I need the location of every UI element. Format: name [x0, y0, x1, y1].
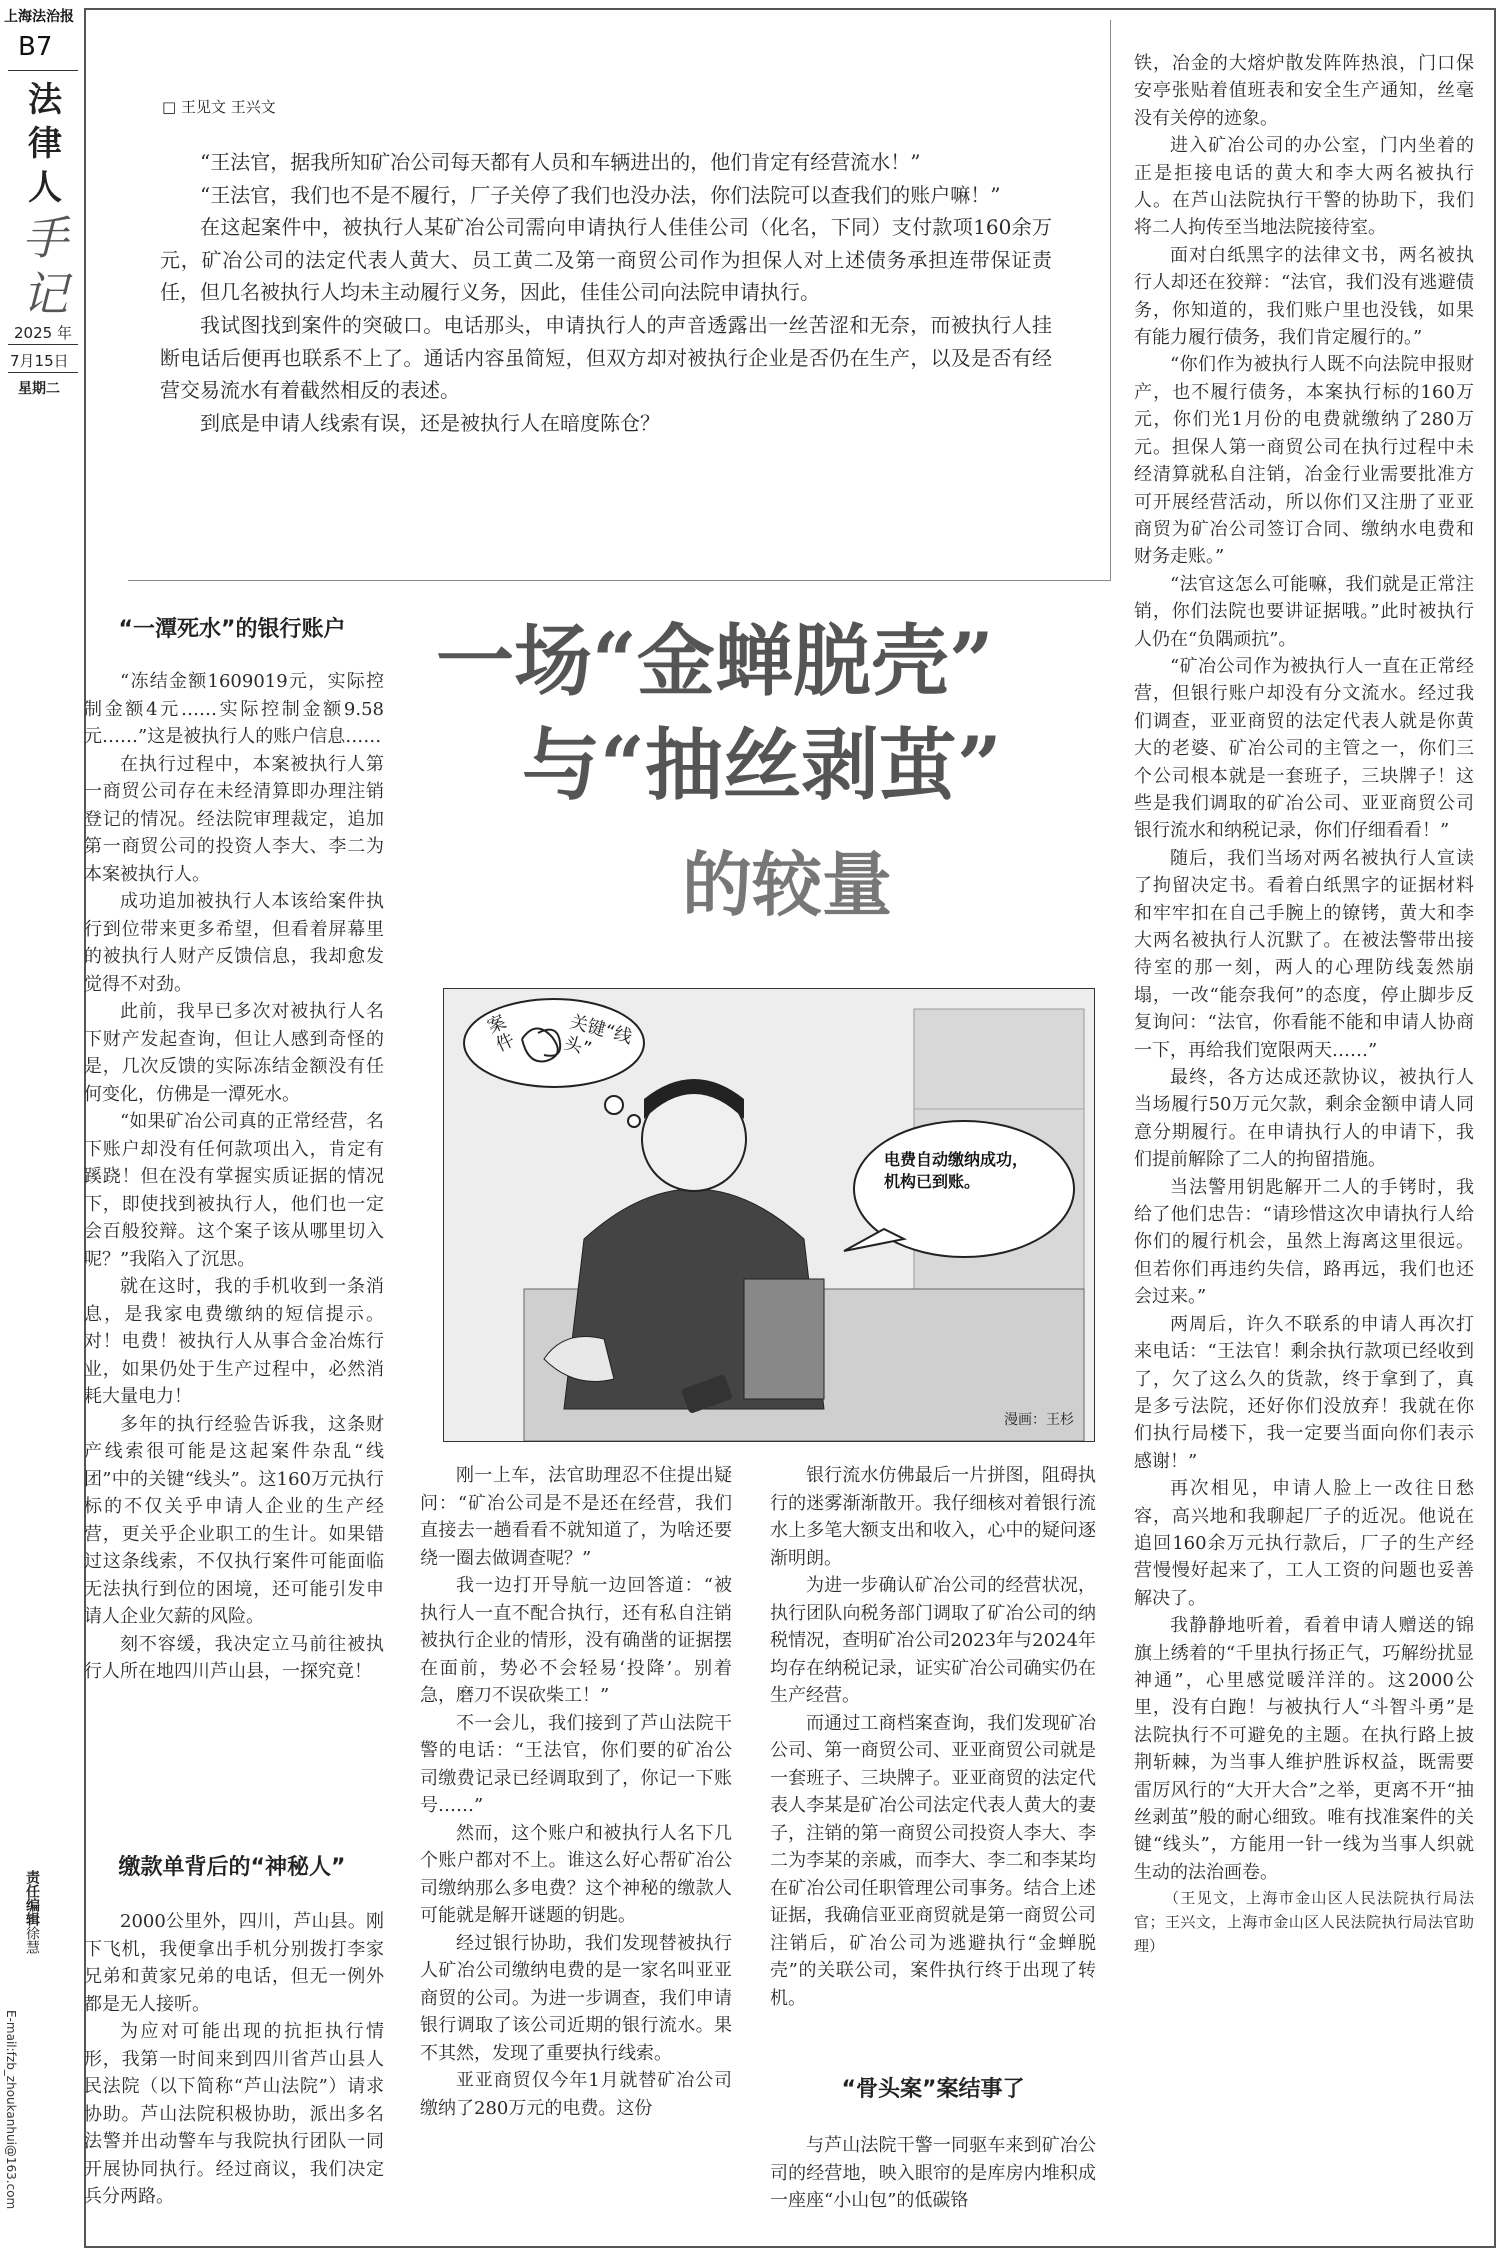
paragraph: 此前，我早已多次对被执行人名下财产发起查询，但让人感到奇怪的是，几次反馈的实际冻结金额没有任何变化，仿佛是一潭死水。 [84, 1001, 384, 1105]
paragraph: 进入矿冶公司的办公室，门内坐着的正是拒接电话的黄大和李大两名被执行人。在芦山法院执行干警的协助下，我们将二人拘传至当地法院接待室。 [1134, 135, 1474, 239]
paragraph: 为应对可能出现的抗拒执行情形，我第一时间来到四川省芦山县人民法院（以下简称“芦山法院”）请求协助。芦山法院积极协助，派出多名法警并出动警车与我院执行团队一同开展协同执行。经过商议，我们决定兵分两路。 [84, 2021, 384, 2207]
column-char: 律 [28, 124, 62, 164]
paragraph: “矿冶公司作为被执行人一直在正常经营，但银行账户却没有分文流水。经过我们调查，亚亚商贸的法定代表人就是你黄大的老婆、矿冶公司的主管之一，你们三个公司根本就是一套班子，三块牌子！这些是我们调取的矿冶公司、亚亚商贸公司银行流水和纳税记录，你们仔细看看！” [1134, 655, 1474, 842]
column-3-part-2 [770, 2132, 1096, 2215]
paragraph: 随后，我们当场对两名被执行人宣读了拘留决定书。看着白纸黑字的证据材料和牢牢扣在自己手腕上的镣铐，黄大和李大两名被执行人沉默了。在被法警带出接待室的那一刻，两人的心理防线轰然崩塌，一改“能奈我何”的态度，停止脚步反复询问：“法官，你看能不能和申请人协商一下，再给我们宽限两天……” [1134, 847, 1474, 1061]
cartoon-credit: 漫画：王杉 [1004, 1412, 1074, 1428]
paragraph: 再次相见，申请人脸上一改往日愁容，高兴地和我聊起厂子的近况。他说在追回160余万元执行款后，厂子的生产经营慢慢好起来了，工人工资的问题也妥善解决了。 [1134, 1478, 1474, 1609]
cartoon-illustration [444, 989, 1094, 1441]
thought-right: 关键“线头” [561, 1011, 635, 1061]
column-1-part-1 [84, 668, 384, 1686]
paragraph: 我试图找到案件的突破口。电话那头，申请执行人的声音透露出一丝苦涩和无奈，而被执行人挂断电话后便再也联系不上了。通话内容虽简短，但双方却对被执行企业是否仍在生产，以及是否有经营交易流水有着截然相反的表述。 [160, 312, 1052, 403]
paragraph: 与芦山法院干警一同驱车来到矿冶公司的经营地，映入眼帘的是库房内堆积成一座座“小山包”的低碳铬 [770, 2135, 1096, 2211]
column-3 [770, 1462, 1096, 2012]
paragraph: 刻不容缓，我决定立马前往被执行人所在地四川芦山县，一探究竟！ [84, 1633, 384, 1682]
issue-weekday: 星期二 [18, 381, 60, 397]
paragraph: “王法官，我们也不是不履行，厂子关停了我们也没办法，你们法院可以查我们的账户嘛！” [200, 182, 1001, 207]
column-title [20, 78, 70, 322]
column-char: 手 [22, 211, 68, 265]
cartoon [443, 988, 1095, 1442]
editor-email: E-mail:fzb_zhoukanhui@163.com [4, 2010, 18, 2210]
page-number: B7 [18, 32, 53, 62]
paragraph: 刚一上车，法官助理忍不住提出疑问：“矿冶公司是不是还在经营，我们直接去一趟看看不就知道了，为啥还要绕一圈去做调查呢？” [420, 1465, 732, 1569]
paragraph: 亚亚商贸仅今年1月就替矿冶公司缴纳了280万元的电费。这份 [420, 2070, 732, 2119]
paragraph: 就在这时，我的手机收到一条消息，是我家电费缴纳的短信提示。对！电费！被执行人从事合金冶炼行业，如果仍处于生产过程中，必然消耗大量电力！ [84, 1276, 384, 1407]
editor-label: 责任编辑 [24, 1870, 40, 1926]
paragraph: 银行流水仿佛最后一片拼图，阻碍执行的迷雾渐渐散开。我仔细核对着银行流水上多笔大额支出和收入，心中的疑问逐渐明朗。 [770, 1465, 1096, 1569]
issue-year: 2025 年 [14, 324, 72, 342]
section-heading: “一潭死水”的银行账户 [118, 617, 346, 642]
paragraph: 在这起案件中，被执行人某矿冶公司需向申请执行人佳佳公司（化名，下同）支付款项160余万元，矿冶公司的法定代表人黄大、员工黄二及第一商贸公司作为担保人对上述债务承担连带保证责任，但几名被执行人均未主动履行义务，因此，佳佳公司向法院申请执行。 [160, 215, 1052, 305]
masthead-strip [0, 0, 84, 2253]
issue-date: 7月15日 [10, 352, 69, 370]
paragraph: 铁，冶金的大熔炉散发阵阵热浪，门口保安亭张贴着值班表和安全生产通知，丝毫没有关停的迹象。 [1134, 53, 1474, 129]
paragraph: “冻结金额1609019元，实际控制金额4元……实际控制金额9.58元……”这是被执行人的账户信息…… [84, 671, 384, 747]
section-heading: “骨头案”案结事了 [841, 2077, 1025, 2102]
byline: □ 王见文 王兴文 [162, 98, 276, 116]
headline [420, 612, 1120, 962]
paragraph: 然而，这个账户和被执行人名下几个账户都对不上。谁这么好心帮矿冶公司缴纳那么多电费？这个神秘的缴款人可能就是解开谜题的钥匙。 [420, 1822, 732, 1926]
paragraph: 成功追加被执行人本该给案件执行到位带来更多希望，但看着屏幕里的被执行人财产反馈信息，我却愈发觉得不对劲。 [84, 891, 384, 995]
paragraph: “法官这怎么可能嘛，我们就是正常注销，你们法院也要讲证据哦。”此时被执行人仍在“负隅顽抗”。 [1134, 573, 1474, 650]
headline-line-1: 一场“金蝉脱壳” [436, 616, 994, 707]
paragraph: 我一边打开导航一边回答道：“被执行人一直不配合执行，还有私自注销被执行企业的情形，没有确凿的证据摆在面前，势必不会轻易‘投降’。别着急，磨刀不误砍柴工！” [420, 1575, 732, 1706]
paragraph: 多年的执行经验告诉我，这条财产线索很可能是这起案件杂乱“线团”中的关键“线头”。这160万元执行标的不仅关乎申请人企业的生产经营，更关乎企业职工的生计。如果错过这条线索，不仅执行案件可能面临无法执行到位的困境，还可能引发申请人企业欠薪的风险。 [84, 1413, 384, 1627]
paragraph: “如果矿冶公司真的正常经营，名下账户却没有任何款项出入，肯定有蹊跷！但在没有掌握实质证据的情况下，即使找到被执行人，他们也一定会百般狡辩。这个案子该从哪里切入呢？”我陷入了沉思。 [84, 1111, 384, 1270]
paragraph: 在执行过程中，本案被执行人第一商贸公司存在未经清算即办理注销登记的情况。经法院审理裁定，追加第一商贸公司的投资人李大、李二为本案被执行人。 [84, 753, 384, 885]
author-note: （王见文，上海市金山区人民法院执行局法官；王兴文，上海市金山区人民法院执行局法官助理） [1134, 1889, 1474, 1956]
section-heading: 缴款单背后的“神秘人” [118, 1855, 346, 1880]
paragraph: 当法警用钥匙解开二人的手铐时，我给了他们忠告：“请珍惜这次申请执行人给你们的履行机会，虽然上海离这里很远。但若你们再违约失信，路再远，我们也还会过来。” [1134, 1176, 1474, 1308]
column-char: 记 [22, 267, 68, 321]
column-char: 人 [28, 168, 62, 208]
byline-text: 王见文 王兴文 [180, 98, 276, 116]
speech-bubble: 电费自动缴纳成功，机构已到账。 [884, 1150, 1029, 1191]
column-2 [420, 1462, 732, 2122]
thought-left: 案件 [484, 1011, 518, 1057]
paragraph: 两周后，许久不联系的申请人再次打来电话：“王法官！剩余执行款项已经收到了，欠了这么久的货款，终于拿到了，真是多亏法院，还好你们没放弃！我就在你们执行局楼下，我一定要当面向你们表示感谢！” [1134, 1313, 1474, 1472]
paragraph: “王法官，据我所知矿冶公司每天都有人员和车辆进出的，他们肯定有经营流水！” [200, 150, 921, 174]
paragraph: 为进一步确认矿冶公司的经营状况，执行团队向税务部门调取了矿冶公司的纳税情况，查明矿冶公司2023年与2024年均存在纳税记录，证实矿冶公司确实仍在生产经营。 [770, 1575, 1096, 1706]
paper-name: 上海法治报 [4, 9, 74, 25]
column-1-part-2 [84, 1908, 384, 2211]
paragraph: 到底是申请人线索有误，还是被执行人在暗度陈仓？ [200, 410, 660, 435]
paragraph: 面对白纸黑字的法律文书，两名被执行人却还在狡辩：“法官，我们没有逃避债务，你知道的，我们账户里也没钱，如果有能力履行债务，我们肯定履行的。” [1134, 244, 1474, 349]
column-4 [1134, 50, 1474, 1958]
paragraph: 最终，各方达成还款协议，被执行人当场履行50万元欠款，剩余金额申请人同意分期履行。在申请执行人的申请下，我们提前解除了二人的拘留措施。 [1134, 1067, 1474, 1171]
paragraph: 经过银行协助，我们发现替被执行人矿冶公司缴纳电费的是一家名叫亚亚商贸的公司。为进一步调查，我们申请银行调取了该公司近期的银行流水。果不其然，发现了重要执行线索。 [420, 1932, 732, 2064]
intro-text [160, 146, 1052, 439]
paragraph: 不一会儿，我们接到了芦山法院干警的电话：“王法官，你们要的矿冶公司缴费记录已经调取到了，你记一下账号……” [420, 1712, 732, 1816]
column-char: 法 [28, 80, 62, 120]
editor-name: 徐慧 [24, 1926, 40, 1954]
paragraph: 而通过工商档案查询，我们发现矿冶公司、第一商贸公司、亚亚商贸公司就是一套班子、三块牌子。亚亚商贸的法定代表人李某是矿冶公司法定代表人黄大的妻子，注销的第一商贸公司投资人李大、李二为李某的亲戚，而李大、李二和李某均在矿冶公司任职管理公司事务。结合上述证据，我确信亚亚商贸就是第一商贸公司注销后，矿冶公司为逃避执行“金蝉脱壳”的关联公司，案件执行终于出现了转机。 [770, 1712, 1096, 2009]
paragraph: 2000公里外，四川，芦山县。刚下飞机，我便拿出手机分别拨打李家兄弟和黄家兄弟的电话，但无一例外都是无人接听。 [84, 1911, 384, 2015]
headline-line-3: 的较量 [682, 844, 892, 926]
paragraph: 我静静地听着，看着申请人赠送的锦旗上绣着的“千里执行扬正气，巧解纷扰显神通”，心里感觉暖洋洋的。这2000公里，没有白跑！与被执行人“斗智斗勇”是法院执行不可避免的主题。在执行路上披荆斩棘，为当事人维护胜诉权益，既需要雷厉风行的“大开大合”之举，更离不开“抽丝剥茧”般的耐心细致。唯有找准案件的关键“线头”，方能用一针一线为当事人织就生动的法治画卷。 [1134, 1615, 1474, 1883]
headline-line-2: 与“抽丝剥茧” [522, 720, 1002, 811]
paragraph: “你们作为被执行人既不向法院申报财产，也不履行债务，本案执行标的160万元，你们光1月份的电费就缴纳了280万元。担保人第一商贸公司在执行过程中未经清算就私自注销，冶金行业需要批准方可开展经营活动，所以你们又注册了亚亚商贸为矿冶公司签订合同、缴纳水电费和财务走账。” [1134, 354, 1474, 568]
